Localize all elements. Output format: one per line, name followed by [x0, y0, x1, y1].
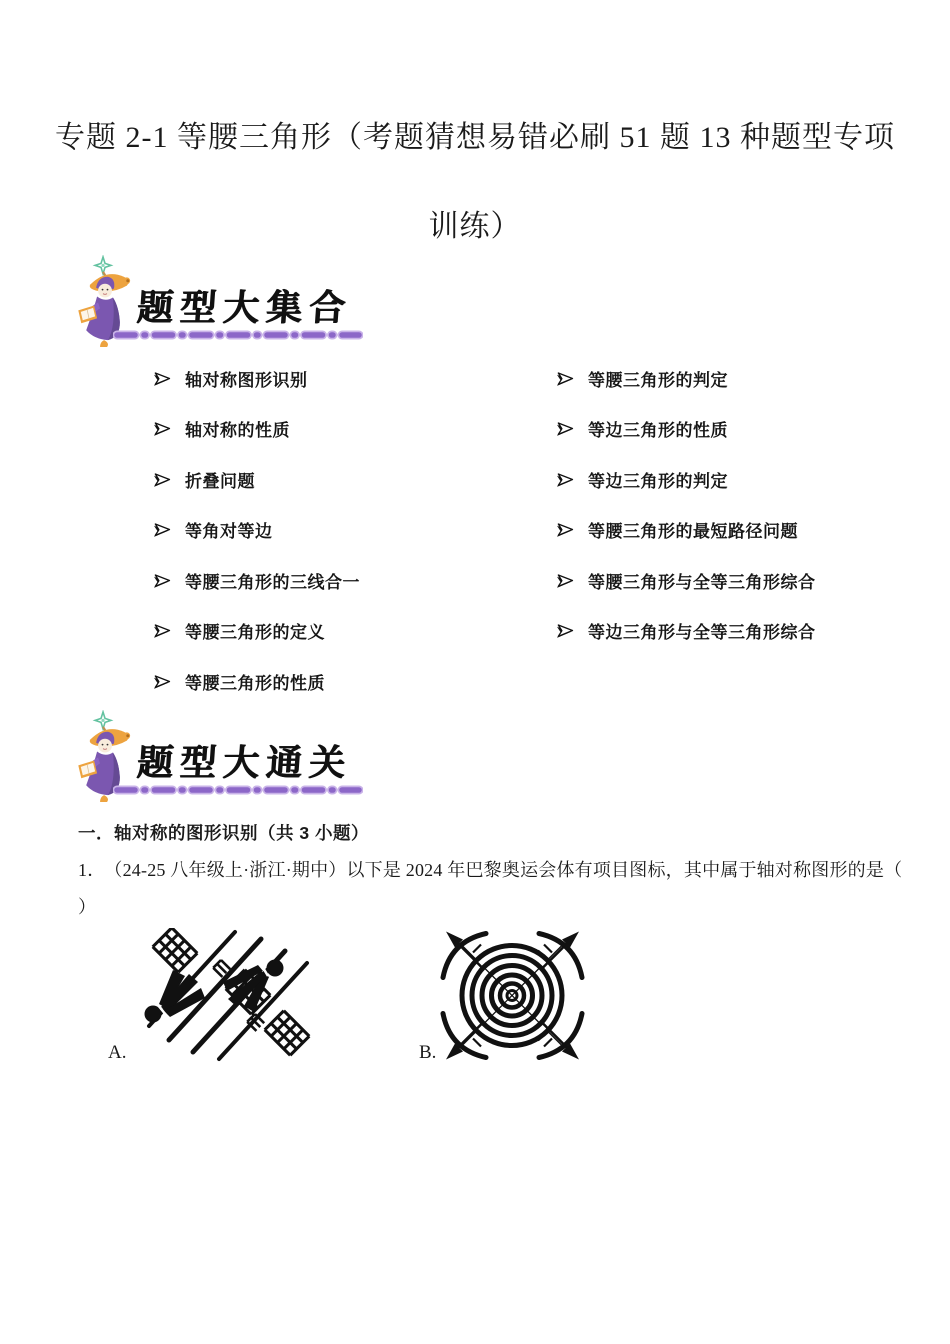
topic-item: [556, 519, 816, 541]
banner-topic-collection: [75, 255, 367, 351]
topic-label: 轴对称图形识别: [185, 370, 308, 390]
topic-label: 等边三角形的性质: [588, 421, 728, 441]
document-title-line-1: 专题 2-1 等腰三角形（考题猜想易错必刷 51 题 13 种题型专项: [55, 121, 895, 154]
topic-label: 等角对等边: [185, 522, 273, 542]
topic-item: [556, 367, 816, 389]
topic-item: [153, 671, 360, 693]
section-heading: 一．轴对称的图形识别（共 3 小题）: [78, 823, 369, 843]
topic-item: [153, 620, 360, 642]
arrow-bullet-icon: [556, 420, 575, 437]
arrow-bullet-icon: [153, 370, 172, 387]
topic-item: [153, 468, 360, 490]
arrow-bullet-icon: [153, 572, 172, 589]
question-text: （24-25 八年级上·浙江·期中）以下是 2024 年巴黎奥运会体有项目图标，其中属于轴对称图形的是（: [113, 860, 903, 880]
question-number: 1．: [78, 860, 106, 880]
option-a-badminton-pictogram: [135, 928, 318, 1063]
arrow-bullet-icon: [153, 420, 172, 437]
option-b-archery-pictogram: [440, 931, 585, 1066]
topic-label: 等腰三角形的定义: [185, 623, 325, 643]
topic-label: 等腰三角形的三线合一: [185, 572, 360, 592]
topic-item: [153, 418, 360, 440]
option-b-label: B.: [419, 1042, 437, 1063]
topic-item: [153, 569, 360, 591]
topic-list-right: [556, 367, 816, 671]
topic-label: 等腰三角形与全等三角形综合: [588, 572, 816, 592]
banner-underline: [113, 784, 363, 796]
topic-label: 等边三角形与全等三角形综合: [588, 623, 816, 643]
topic-list-left: [153, 367, 360, 721]
question-closing-paren: ）: [78, 897, 96, 917]
arrow-bullet-icon: [556, 622, 575, 639]
arrow-bullet-icon: [556, 471, 575, 488]
option-a-label: A.: [108, 1042, 127, 1063]
banner-title: 题型大通关: [135, 743, 354, 783]
topic-label: 等腰三角形的性质: [185, 674, 325, 694]
arrow-bullet-icon: [153, 521, 172, 538]
topic-item: [153, 519, 360, 541]
arrow-bullet-icon: [153, 673, 172, 690]
topic-item: [556, 569, 816, 591]
arrow-bullet-icon: [556, 521, 575, 538]
arrow-bullet-icon: [153, 471, 172, 488]
topic-label: 轴对称的性质: [185, 421, 290, 441]
question-1: [78, 856, 923, 882]
arrow-bullet-icon: [556, 370, 575, 387]
topic-label: 等腰三角形的判定: [588, 370, 728, 390]
document-title-line-2: 训练）: [428, 210, 522, 243]
topic-item: [153, 367, 360, 389]
banner-underline: [113, 329, 363, 341]
topic-item: [556, 620, 816, 642]
banner-topic-pass: [75, 710, 367, 806]
topic-label: 折叠问题: [185, 471, 255, 491]
topic-label: 等腰三角形的最短路径问题: [588, 522, 798, 542]
topic-item: [556, 468, 816, 490]
arrow-bullet-icon: [153, 622, 172, 639]
topic-label: 等边三角形的判定: [588, 471, 728, 491]
arrow-bullet-icon: [556, 572, 575, 589]
banner-title: 题型大集合: [135, 288, 354, 328]
topic-item: [556, 418, 816, 440]
